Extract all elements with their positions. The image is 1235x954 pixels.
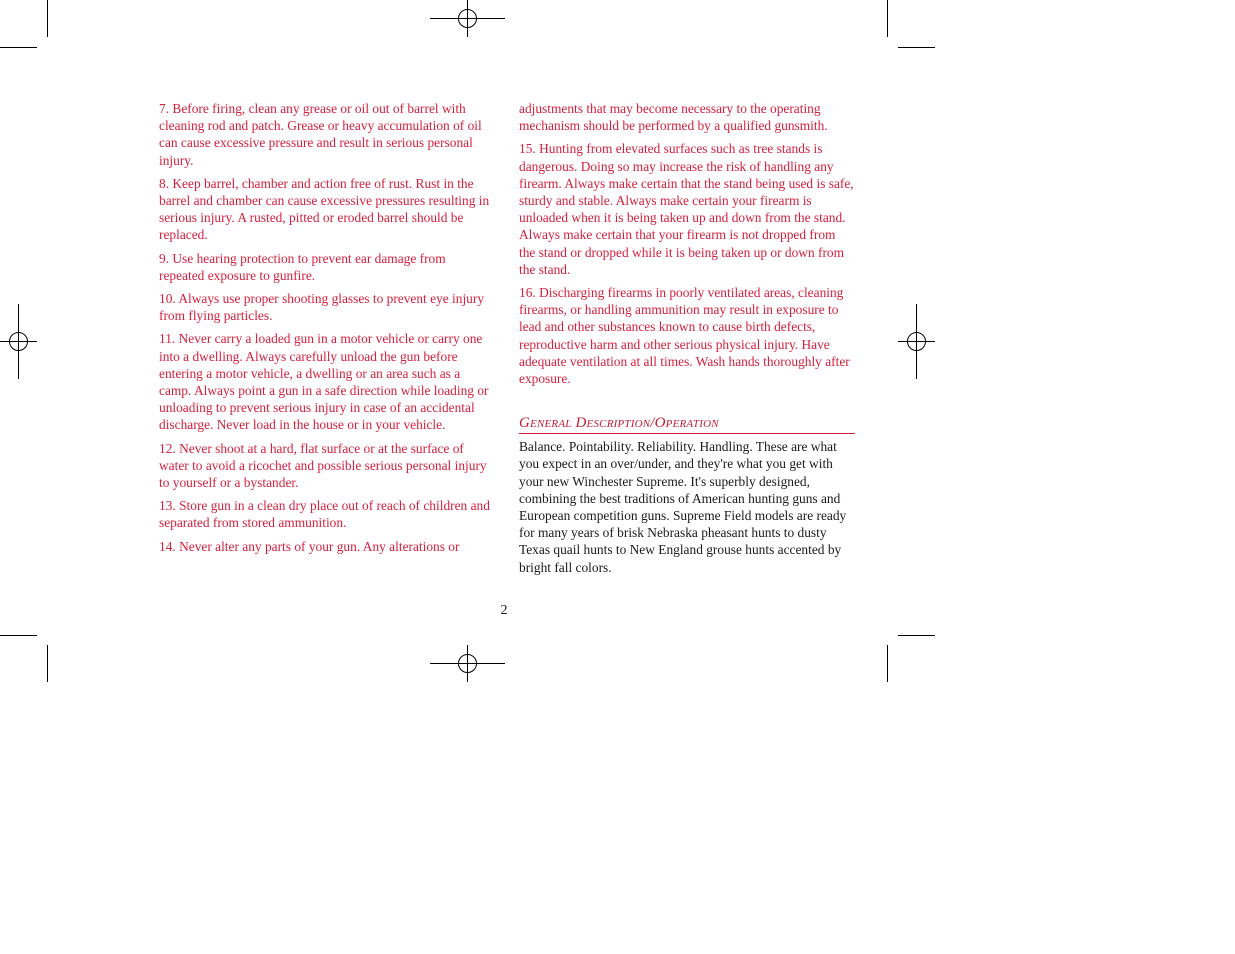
section-body: Balance. Pointability. Reliability. Handling. These are what you expect in an over/under, and they're what you get with your new Winchester Supreme. It's superbly designed, combining the best traditions of American hunting guns and European competition guns. Supreme Field models are ready for many years of brisk Nebraska pheasant hunts to dusty Texas quail hunts to New England grouse hunts accented by bright fall colors. (519, 439, 847, 575)
registration-target-bottom (430, 645, 505, 682)
right-column (519, 100, 855, 576)
registration-target-top (430, 0, 505, 37)
warning-item-14-continued: adjustments that may become necessary to the operating mechanism should be performed by a qualified gunsmith. (519, 101, 828, 134)
warning-item-10: 10. Always use proper shooting glasses to prevent eye injury from flying particles. (159, 291, 485, 324)
warning-item-9: 9. Use hearing protection to prevent ear damage from repeated exposure to gunfire. (159, 250, 446, 283)
warning-item-13: 13. Store gun in a clean dry place out of reach of children and separated from stored ammunition. (159, 498, 490, 531)
registration-target-left (0, 304, 37, 379)
warning-item-16: 16. Discharging firearms in poorly ventilated areas, cleaning firearms, or handling ammunition may result in exposure to lead and other substances known to cause birth defects, reproductive harm and other serious physical injury. Have adequate ventilation at all times. Wash hands thoroughly after exposure. (519, 285, 850, 387)
registration-target-right (898, 304, 935, 379)
warning-item-8: 8. Keep barrel, chamber and action free of rust. Rust in the barrel and chamber can cause excessive pressures resulting in serious injury. A rusted, pitted or eroded barrel should be replaced. (159, 175, 490, 243)
warning-item-7: 7. Before firing, clean any grease or oil out of barrel with cleaning rod and patch. Grease or heavy accumulation of oil can cause excessive pressure and result in serious personal injury. (159, 101, 482, 168)
page-number: 2 (500, 603, 508, 618)
warning-item-12: 12. Never shoot at a hard, flat surface or at the surface of water to avoid a ricochet and possible serious personal injury to yourself or a bystander. (159, 440, 487, 491)
warning-item-11: 11. Never carry a loaded gun in a motor vehicle or carry one into a dwelling. Always carefully unload the gun before entering a motor vehicle, a dwelling or an area such as a camp. Always point a gun in a safe direction while loading or unloading to prevent serious injury in case of an accidental discharge. Never load in the house or in your vehicle. (159, 331, 489, 433)
warning-item-14: 14. Never alter any parts of your gun. Any alterations or (159, 538, 460, 554)
warning-item-15: 15. Hunting from elevated surfaces such as tree stands is dangerous. Doing so may increase the risk of handling any firearm. Always make certain that the stand being used is safe, sturdy and stable. Always make certain your firearm is unloaded when it is being taken up and down from the stand. Always make certain that your firearm is not dropped from the stand or dropped while it is being taken up or down from the stand. (519, 141, 854, 277)
section-heading: General Description/Operation (519, 414, 855, 434)
left-column (159, 100, 491, 561)
